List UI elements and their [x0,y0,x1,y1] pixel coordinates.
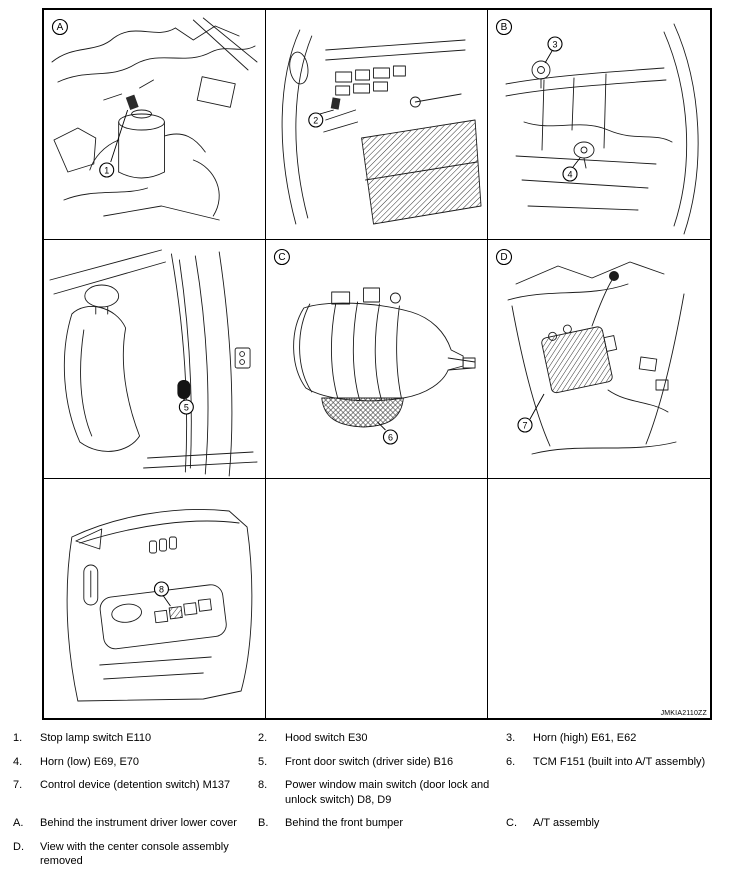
svg-text:8: 8 [158,584,164,595]
legend-item-number: 5. [258,755,268,768]
callout-3-marker [545,37,562,63]
legend-item [506,731,739,746]
figure-id-watermark: JMKIA2110ZZ [660,710,707,717]
panel-b-cell [488,10,710,240]
legend-item-number: 7. [13,779,23,792]
legend-item [506,816,739,831]
legend-item [258,816,506,831]
legend-item-number: 2. [258,732,268,744]
legend-item-number: 3. [506,732,516,744]
legend-item-number: D. [13,840,24,853]
legend-item-text: A/T assembly [533,817,600,830]
empty-cell-1 [266,479,488,718]
legend-item-text: View with the center console assembly removed [40,840,229,868]
panel-b-illustration [488,10,710,239]
legend-item-text: Horn (low) E69, E70 [40,755,140,768]
legend-item-number: B. [258,817,269,830]
svg-text:D: D [500,252,508,263]
legend-item-text: Behind the front bumper [285,817,404,830]
callout-1-marker [100,110,128,177]
legend-item-text: Stop lamp switch E110 [40,732,152,744]
legend-item-text: Power window main switch (door lock and unlock switch) D8, D9 [285,779,490,806]
power-window-illustration [44,479,265,718]
panel-d-label [497,250,512,265]
power-window-cell [44,479,266,718]
legend-item-number: C. [506,817,517,830]
legend-item [506,755,739,770]
legend-item-text: Horn (high) E61, E62 [533,732,637,744]
callout-8-marker [155,582,171,606]
panel-c-label [274,250,289,265]
panel-a-cell [44,10,266,240]
legend-item [258,731,506,746]
panel-a-linework [52,18,257,220]
panel-c-cell [266,240,488,479]
svg-text:B: B [500,22,508,33]
legend-item-number: 6. [506,755,516,768]
legend-item [13,778,258,807]
hood-switch-cell [266,10,488,240]
svg-text:5: 5 [183,402,189,413]
callout-7-marker [518,394,544,432]
svg-text:1: 1 [104,165,110,176]
svg-text:6: 6 [387,432,393,443]
legend-item-text: Behind the instrument driver lower cover [40,817,237,830]
panel-b-label [497,20,512,35]
legend-item [258,755,506,770]
power-window-linework [67,509,252,701]
hood-switch-linework [282,30,481,224]
panel-d-cell [488,240,710,479]
door-switch-linework [50,250,257,476]
door-switch-cell [44,240,266,479]
legend-item-number: A. [13,817,24,830]
svg-text:3: 3 [552,39,558,50]
panel-d-illustration [488,240,710,478]
legend-item-number: 1. [13,732,23,744]
legend [13,731,739,869]
panel-c-illustration [266,240,487,478]
empty-cell-2 [488,479,710,718]
legend-item-text: Hood switch E30 [285,732,368,744]
door-switch-illustration [44,240,265,478]
legend-item [13,816,258,831]
svg-text:7: 7 [522,420,528,431]
legend-item-number: 4. [13,755,23,768]
callout-4-marker [563,158,580,181]
hood-switch-illustration [266,10,487,239]
panel-a-illustration [44,10,265,239]
legend-item-number: 8. [258,779,268,792]
svg-text:A: A [56,21,64,34]
legend-item [258,778,506,807]
panel-b-linework [506,24,698,234]
figure-panel-grid [42,8,712,720]
panel-a-label [52,20,67,35]
svg-text:4: 4 [567,169,573,180]
legend-item [13,731,258,746]
svg-text:2: 2 [313,115,319,126]
callout-6-marker [377,422,397,444]
legend-item [13,755,258,770]
panel-d-linework [508,262,684,454]
legend-item-text: Control device (detention switch) M137 [40,779,231,792]
legend-item-text: TCM F151 (built into A/T assembly) [533,755,706,768]
legend-item-text: Front door switch (driver side) B16 [285,755,454,768]
svg-text:C: C [278,251,286,264]
legend-item [13,840,258,869]
panel-c-linework [294,288,475,427]
legend-spacer [506,778,739,807]
illustration-grid [44,10,710,718]
